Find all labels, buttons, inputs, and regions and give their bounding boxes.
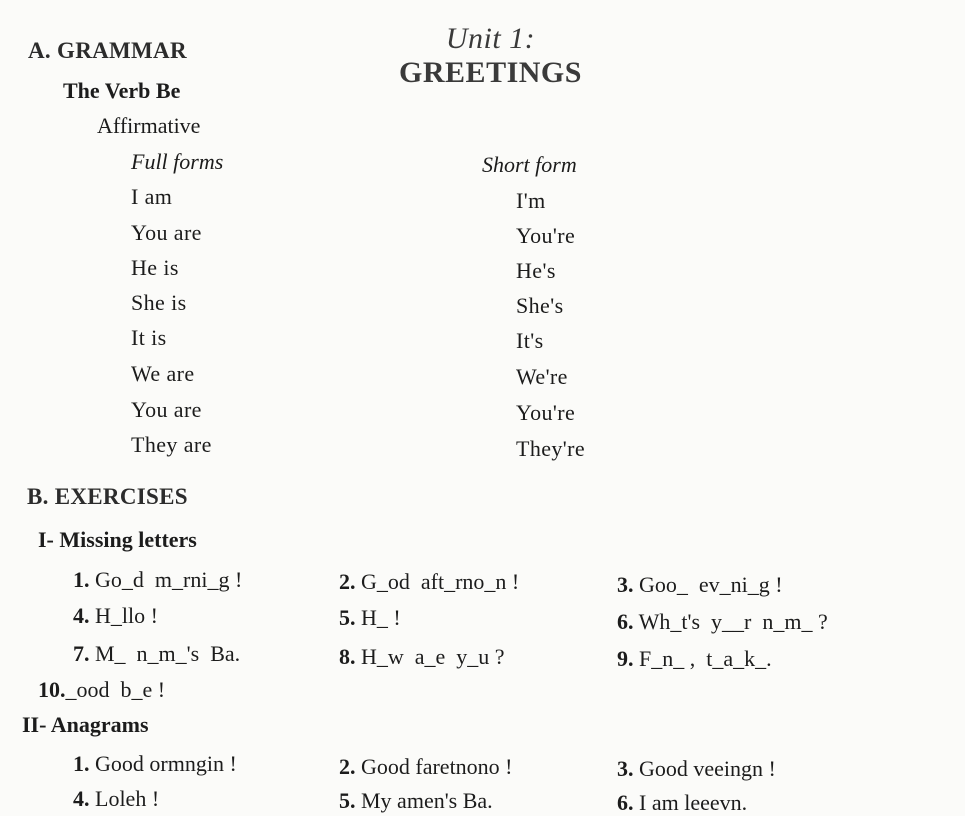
item-text: M_ n_m_'s Ba. (95, 641, 241, 666)
item-text: Good veeingn ! (639, 756, 776, 781)
anagrams-heading: II- Anagrams (22, 712, 149, 737)
item-text: Loleh ! (95, 786, 160, 811)
short-form-header: Short form (482, 152, 577, 177)
missing-item (73, 641, 240, 667)
anagram-item (617, 790, 747, 816)
full-form-cell: I am (131, 184, 173, 209)
missing-item (339, 644, 505, 670)
item-text: Goo_ ev_ni_g ! (639, 572, 783, 597)
item-number: 9. (617, 646, 634, 671)
missing-item (73, 567, 242, 593)
full-form-cell: You are (131, 397, 202, 422)
item-number: 5. (339, 788, 356, 813)
item-text: G_od aft_rno_n ! (361, 569, 520, 594)
missing-item (339, 605, 401, 631)
anagram-item (339, 788, 493, 814)
item-text: H_ ! (361, 605, 401, 630)
short-form-cell: She's (516, 293, 564, 318)
item-number: 5. (339, 605, 356, 630)
item-number: 3. (617, 572, 634, 597)
anagram-item (73, 751, 237, 777)
item-text: I am leeevn. (639, 790, 748, 815)
missing-item (617, 609, 828, 635)
missing-item (339, 569, 519, 595)
item-text: F_n_ , t_a_k_. (639, 646, 772, 671)
item-text: H_llo ! (95, 603, 158, 628)
item-number: 7. (73, 641, 90, 666)
item-text: My amen's Ba. (361, 788, 493, 813)
missing-item (38, 677, 165, 703)
missing-item (73, 603, 158, 629)
item-text: _ood b_e ! (65, 677, 166, 702)
item-number: 6. (617, 790, 634, 815)
item-text: Good ormngin ! (95, 751, 237, 776)
affirmative-label: Affirmative (97, 113, 201, 138)
unit-label: Unit 1: (445, 22, 536, 55)
item-number: 10. (38, 677, 66, 702)
item-text: H_w a_e y_u ? (361, 644, 505, 669)
full-form-cell: It is (131, 325, 167, 350)
short-form-cell: They're (516, 436, 586, 461)
full-form-cell: They are (131, 432, 212, 457)
short-form-cell: I'm (516, 188, 546, 213)
full-form-cell: We are (131, 361, 195, 386)
short-form-cell: We're (516, 364, 568, 389)
short-form-cell: You're (516, 223, 576, 248)
anagram-item (617, 756, 776, 782)
missing-item (617, 646, 772, 672)
short-form-cell: It's (516, 328, 544, 353)
item-text: Good faretnono ! (361, 754, 513, 779)
full-form-cell: She is (131, 290, 187, 315)
missing-letters-heading: I- Missing letters (38, 527, 197, 552)
verb-be-heading: The Verb Be (63, 78, 181, 103)
item-number: 4. (73, 603, 90, 628)
item-number: 3. (617, 756, 634, 781)
unit-topic: GREETINGS (399, 56, 582, 89)
short-form-cell: You're (516, 400, 576, 425)
full-form-cell: You are (131, 220, 202, 245)
item-number: 8. (339, 644, 356, 669)
item-text: Wh_t's y__r n_m_ ? (638, 609, 828, 634)
grammar-heading: A. GRAMMAR (28, 38, 187, 63)
item-number: 1. (73, 751, 90, 776)
short-form-cell: He's (516, 258, 556, 283)
anagram-item (73, 786, 159, 812)
item-number: 2. (339, 754, 356, 779)
item-number: 2. (339, 569, 356, 594)
full-form-cell: He is (131, 255, 179, 280)
anagram-item (339, 754, 513, 780)
item-number: 1. (73, 567, 90, 592)
full-forms-header: Full forms (131, 149, 224, 174)
item-text: Go_d m_rni_g ! (95, 567, 243, 592)
item-number: 4. (73, 786, 90, 811)
exercises-heading: B. EXERCISES (27, 484, 188, 509)
item-number: 6. (617, 609, 634, 634)
missing-item (617, 572, 783, 598)
